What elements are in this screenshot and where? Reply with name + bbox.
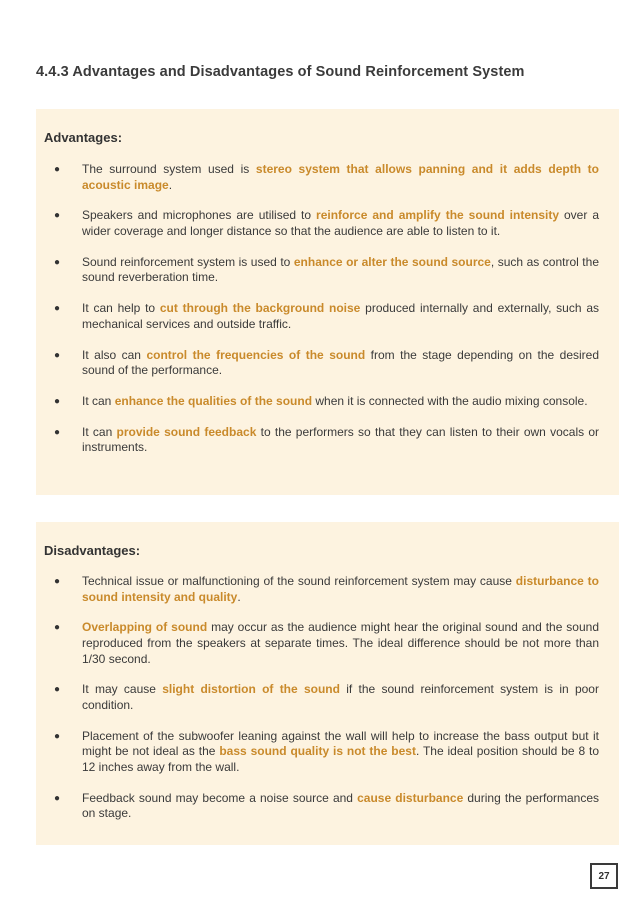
item-text: Speakers and microphones are utilised to: [82, 208, 317, 223]
item-text: The surround system used is: [82, 162, 256, 176]
disadvantages-panel: [36, 522, 619, 845]
highlighted-text: stereo system that allows panning and it adds depth to acoustic image: [82, 162, 599, 192]
bullet-icon: ●: [54, 349, 61, 361]
item-text: Feedback sound may become a noise source and: [82, 790, 358, 805]
bullet-icon: ●: [54, 210, 61, 222]
bullet-icon: ●: [54, 395, 61, 407]
highlighted-text: reinforce and amplify the sound intensity: [316, 208, 560, 223]
bullet-icon: ●: [54, 684, 61, 696]
advantages-panel: [36, 109, 619, 495]
item-text: when it is connected with the audio mixing console.: [312, 393, 588, 408]
disadvantages-list: [36, 574, 619, 837]
item-text: It can help to: [82, 301, 160, 316]
list-item: [36, 162, 619, 193]
highlighted-text: bass sound quality is not the best: [219, 744, 416, 759]
list-item: [36, 425, 619, 456]
item-text: .: [237, 589, 241, 604]
item-text: during the performances on stage.: [82, 790, 600, 821]
highlighted-text: Overlapping of sound: [82, 620, 208, 635]
item-text: It can: [82, 393, 115, 408]
advantages-list: [36, 162, 619, 471]
disadvantages-title: Disadvantages:: [44, 543, 141, 558]
section-heading: 4.4.3 Advantages and Disadvantages of Sound Reinforcement System: [36, 64, 525, 80]
highlighted-text: slight distortion of the sound: [162, 682, 340, 697]
item-text: if the sound reinforcement system is in poor condition.: [82, 682, 599, 712]
list-item: [36, 348, 619, 379]
highlighted-text: enhance or alter the sound source: [293, 254, 491, 269]
item-text: Placement of the subwoofer leaning against the wall will help to increase the bass output but it might be not ideal as the: [82, 728, 599, 759]
item-text: may occur as the audience might hear the original sound and the sound reproduced from the speakers at separate times. The ideal difference should be not more than 1/30 second.: [82, 620, 599, 666]
item-text: produced internally and externally, such as mechanical services and outside traffic.: [82, 301, 599, 331]
bullet-icon: ●: [54, 426, 61, 438]
highlighted-text: control the frequencies of the sound: [146, 347, 366, 362]
bullet-icon: ●: [54, 622, 61, 634]
bullet-icon: ●: [54, 303, 61, 315]
bullet-icon: ●: [54, 576, 61, 587]
item-text: , such as control the sound reverberation time.: [82, 254, 599, 285]
list-item: [36, 620, 619, 667]
item-text: Technical issue or malfunctioning of the sound reinforcement system may cause: [82, 574, 516, 588]
bullet-icon: ●: [54, 792, 61, 804]
list-item: [36, 255, 619, 286]
list-item: [36, 574, 619, 605]
list-item: [36, 682, 619, 713]
item-text: . The ideal position should be 8 to 12 inches away from the wall.: [82, 744, 600, 774]
advantages-title: Advantages:: [44, 130, 123, 145]
item-text: Sound reinforcement system is used to: [82, 254, 294, 269]
list-item: [36, 729, 619, 776]
highlighted-text: enhance the qualities of the sound: [114, 393, 313, 408]
list-item: [36, 208, 619, 239]
bullet-icon: ●: [54, 730, 61, 742]
bullet-icon: ●: [54, 164, 61, 175]
highlighted-text: cause disturbance: [357, 790, 464, 805]
highlighted-text: cut through the background noise: [159, 301, 361, 316]
list-item: [36, 301, 619, 332]
highlighted-text: disturbance to sound intensity and quality: [82, 574, 599, 604]
highlighted-text: provide sound feedback: [116, 424, 257, 439]
bullet-icon: ●: [54, 256, 61, 268]
list-item: [36, 791, 619, 822]
list-item: [36, 394, 619, 410]
item-text: from the stage depending on the desired sound of the performance.: [82, 347, 600, 378]
item-text: .: [168, 177, 173, 192]
page-number: 27: [590, 863, 618, 889]
item-text: to the performers so that they can listen to their own vocals or instruments.: [82, 424, 600, 455]
item-text: over a wider coverage and longer distance so that the audience are able to listen to it.: [82, 208, 600, 238]
item-text: It also can: [82, 347, 147, 362]
item-text: It can: [82, 424, 117, 439]
item-text: It may cause: [82, 682, 163, 697]
